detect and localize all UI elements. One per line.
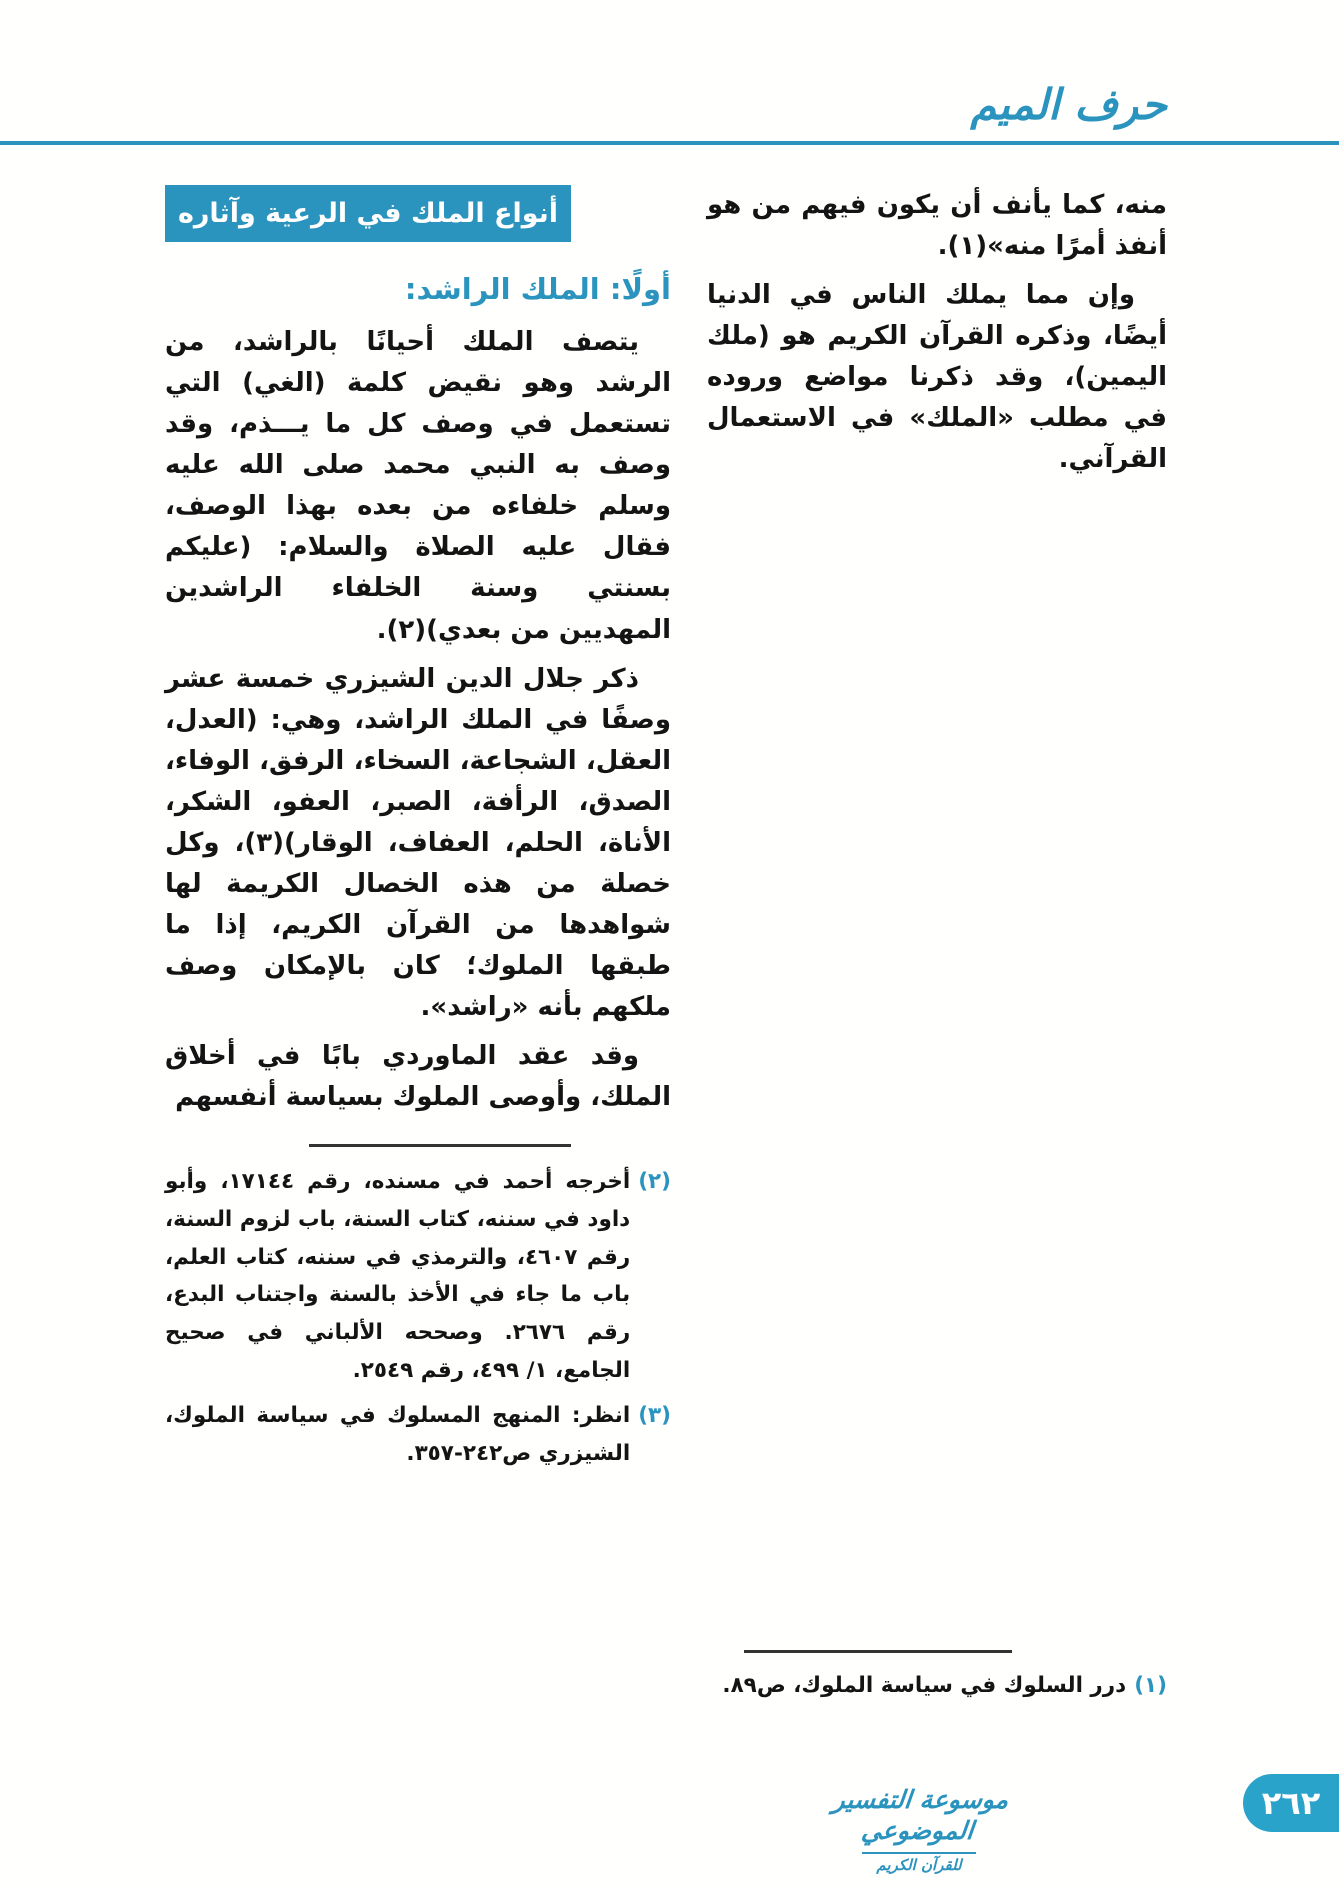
subheading: أولًا: الملك الراشد: <box>404 272 671 306</box>
page-number-badge: ٢٦٢ <box>1243 1774 1339 1832</box>
publisher-logo-title: موسوعة التفسير الموضوعي <box>831 1784 1010 1845</box>
footnote-separator <box>309 1144 571 1147</box>
paragraph: ذكر جلال الدين الشيزري خمسة عشر وصفًا في الملك الراشد، وهي: (العدل، العقل، الشجاعة، السخاء، الرفق، الوفاء، الصدق، الرأفة، الصبر، العفو، الشكر، الأناة، الحلم، العفاف، الوقار)(٣)، وكل خصلة من هذه الخصال الكريمة لها شواهدها من القرآن الكريم، إذا ما طبقها الملوك؛ كان بالإمكان وصف ملكهم بأنه «راشد». <box>165 663 671 1023</box>
footnote <box>165 1163 671 1389</box>
footnote <box>165 1397 671 1472</box>
column-right <box>707 185 1167 1717</box>
column-left <box>165 185 671 1717</box>
publisher-logo-subtitle: للقرآن الكريم <box>862 1852 975 1874</box>
footnote-number: (٢) <box>638 1169 671 1195</box>
footnote-number: (٣) <box>638 1403 671 1429</box>
footnote-number: (١) <box>1134 1673 1167 1699</box>
page-content <box>0 145 1339 1717</box>
section-title-box: أنواع الملك في الرعية وآثاره <box>165 185 571 242</box>
footnote <box>707 1667 1167 1705</box>
paragraph: وإن مما يملك الناس في الدنيا أيضًا، وذكره القرآن الكريم هو (ملك اليمين)، وقد ذكرنا مواضع وروده في مطلب «الملك» في الاستعمال القرآني. <box>707 280 1167 475</box>
paragraph: منه، كما يأنف أن يكون فيهم من هو أنفذ أمرًا منه»(١). <box>707 190 1167 262</box>
paragraph: وقد عقد الماوردي بابًا في أخلاق الملك، وأوصى الملوك بسياسة أنفسهم <box>165 1041 671 1113</box>
footnote-text: أخرجه أحمد في مسنده، رقم ١٧١٤٤، وأبو داود في سننه، كتاب السنة، باب لزوم السنة، رقم ٤٦٠٧، والترمذي في سننه، كتاب العلم، باب ما جاء في الأخذ بالسنة واجتناب البدع، رقم ٢٦٧٦. وصححه الألباني في صحيح الجامع، ١/ ٤٩٩، رقم ٢٥٤٩. <box>165 1169 631 1383</box>
publisher-logo <box>799 1784 1039 1875</box>
page-header <box>0 0 1339 145</box>
footnotes-left <box>165 1144 671 1472</box>
footnote-text: انظر: المنهج المسلوك في سياسة الملوك، الشيزري ص٢٤٢-٣٥٧. <box>165 1403 631 1466</box>
footnote-separator <box>744 1650 1012 1653</box>
paragraph: يتصف الملك أحيانًا بالراشد، من الرشد وهو نقيض كلمة (الغي) التي تستعمل في وصف كل ما يـــذم، وقد وصف به النبي محمد صلى الله عليه وسلم خلفاءه من بعده بهذا الوصف، فقال عليه الصلاة والسلام: (عليكم بسنتي وسنة الخلفاء الراشدين المهديين من بعدي)(٢). <box>165 327 671 645</box>
footnote-text: درر السلوك في سياسة الملوك، ص٨٩. <box>722 1673 1127 1699</box>
footnotes-right <box>707 1650 1167 1717</box>
chapter-title: حرف الميم <box>970 80 1167 129</box>
